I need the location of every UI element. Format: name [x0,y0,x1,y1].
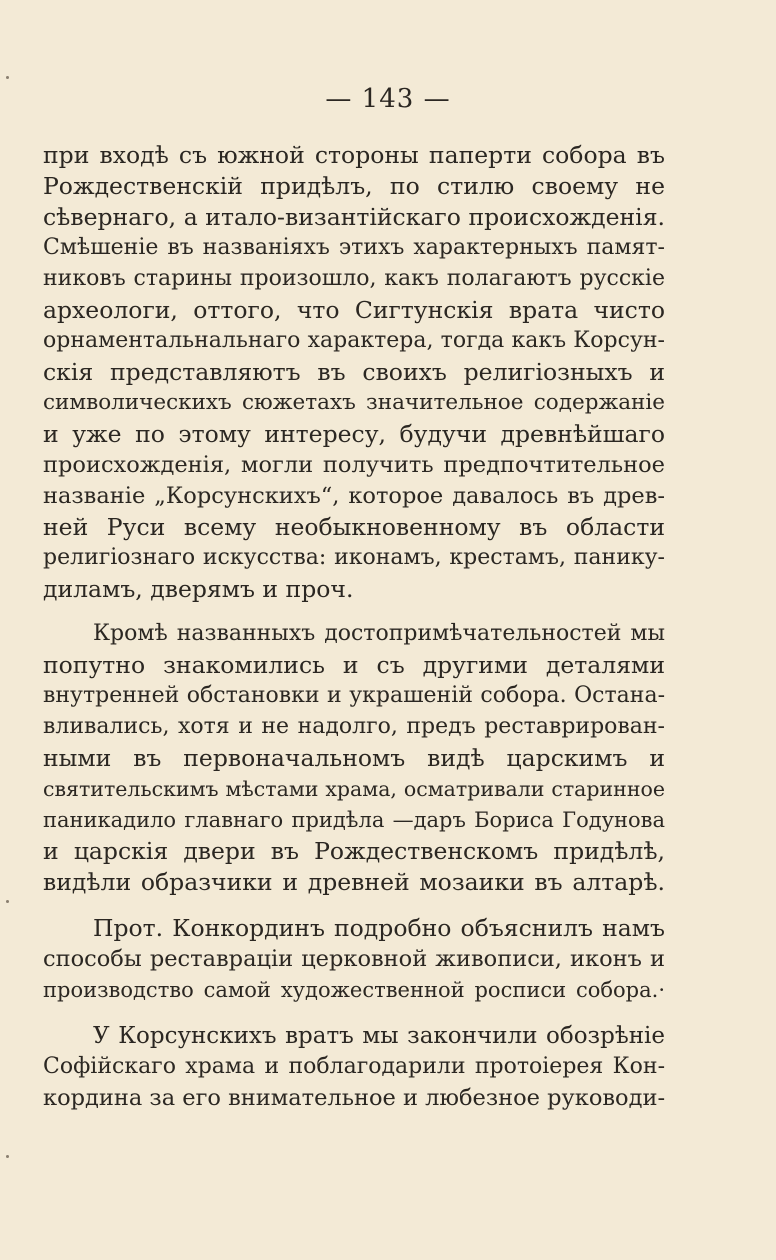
text-line: святительскимъ мѣстами храма, осматривали старинное [43,777,665,801]
text-line: вливались, хотя и не надолго, предъ реставрирован- [43,714,665,739]
paper-speck [6,1155,9,1158]
text-line: при входѣ съ южной стороны паперти собора въ [43,141,665,169]
text-line: попутно знакомились и съ другими деталями [43,651,665,679]
text-line: никовъ старины произошло, какъ полагаютъ русскіе [43,266,665,291]
text-line: археологи, оттого, что Сигтунскія врата чисто [43,296,665,324]
text-line: внутренней обстановки и украшеній собора. Остана- [43,683,665,708]
text-line: видѣли образчики и древней мозаики въ алтарѣ. [43,868,665,896]
page-number: — 143 — [325,84,451,114]
text-line: названіе „Корсунскихъ“, которое давалось въ древ- [43,483,665,509]
text-line: символическихъ сюжетахъ значительное содержаніе [43,390,665,415]
text-line: ными въ первоначальномъ видѣ царскимъ и [43,744,665,772]
text-line: Кромѣ названныхъ достопримѣчательностей мы [93,621,665,646]
text-line: У Корсунскихъ вратъ мы закончили обозрѣніе [93,1023,665,1049]
text-line: Смѣшеніе въ названіяхъ этихъ характерныхъ памят- [43,235,665,260]
paper-speck [6,900,9,903]
text-line: диламъ, дверямъ и проч. [43,575,354,603]
text-line: ней Руси всему необыкновенному въ области [43,513,665,541]
text-line: Рождественскій придѣлъ, по стилю своему не [43,172,665,200]
text-line: происхожденія, могли получить предпочтительное [43,452,665,478]
text-line: орнаментальнальнаго характера, тогда какъ Корсун- [43,328,665,353]
text-line: Прот. Конкординъ подробно объяснилъ намъ [93,914,665,942]
text-line: скія представляютъ въ своихъ религіозныхъ и [43,358,665,386]
text-line: паникадило главнаго придѣла —даръ Бориса Годунова [43,808,665,832]
paper-speck [6,76,9,79]
text-line: Софійскаго храма и поблагодарили протоіерея Кон- [43,1054,665,1079]
text-line: и царскія двери въ Рождественскомъ придѣлѣ, [43,837,665,865]
text-line: кордина за его внимательное и любезное руководи- [43,1085,665,1111]
text-line: сѣвернаго, а итало-византійскаго происхожденія. [43,203,665,231]
text-line: производство самой художественной росписи собора.· [43,978,665,1002]
text-line: религіознаго искусства: иконамъ, крестамъ, панику- [43,545,665,570]
text-line: и уже по этому интересу, будучи древнѣйшаго [43,420,665,448]
text-line: способы реставраціи церковной живописи, иконъ и [43,946,665,972]
